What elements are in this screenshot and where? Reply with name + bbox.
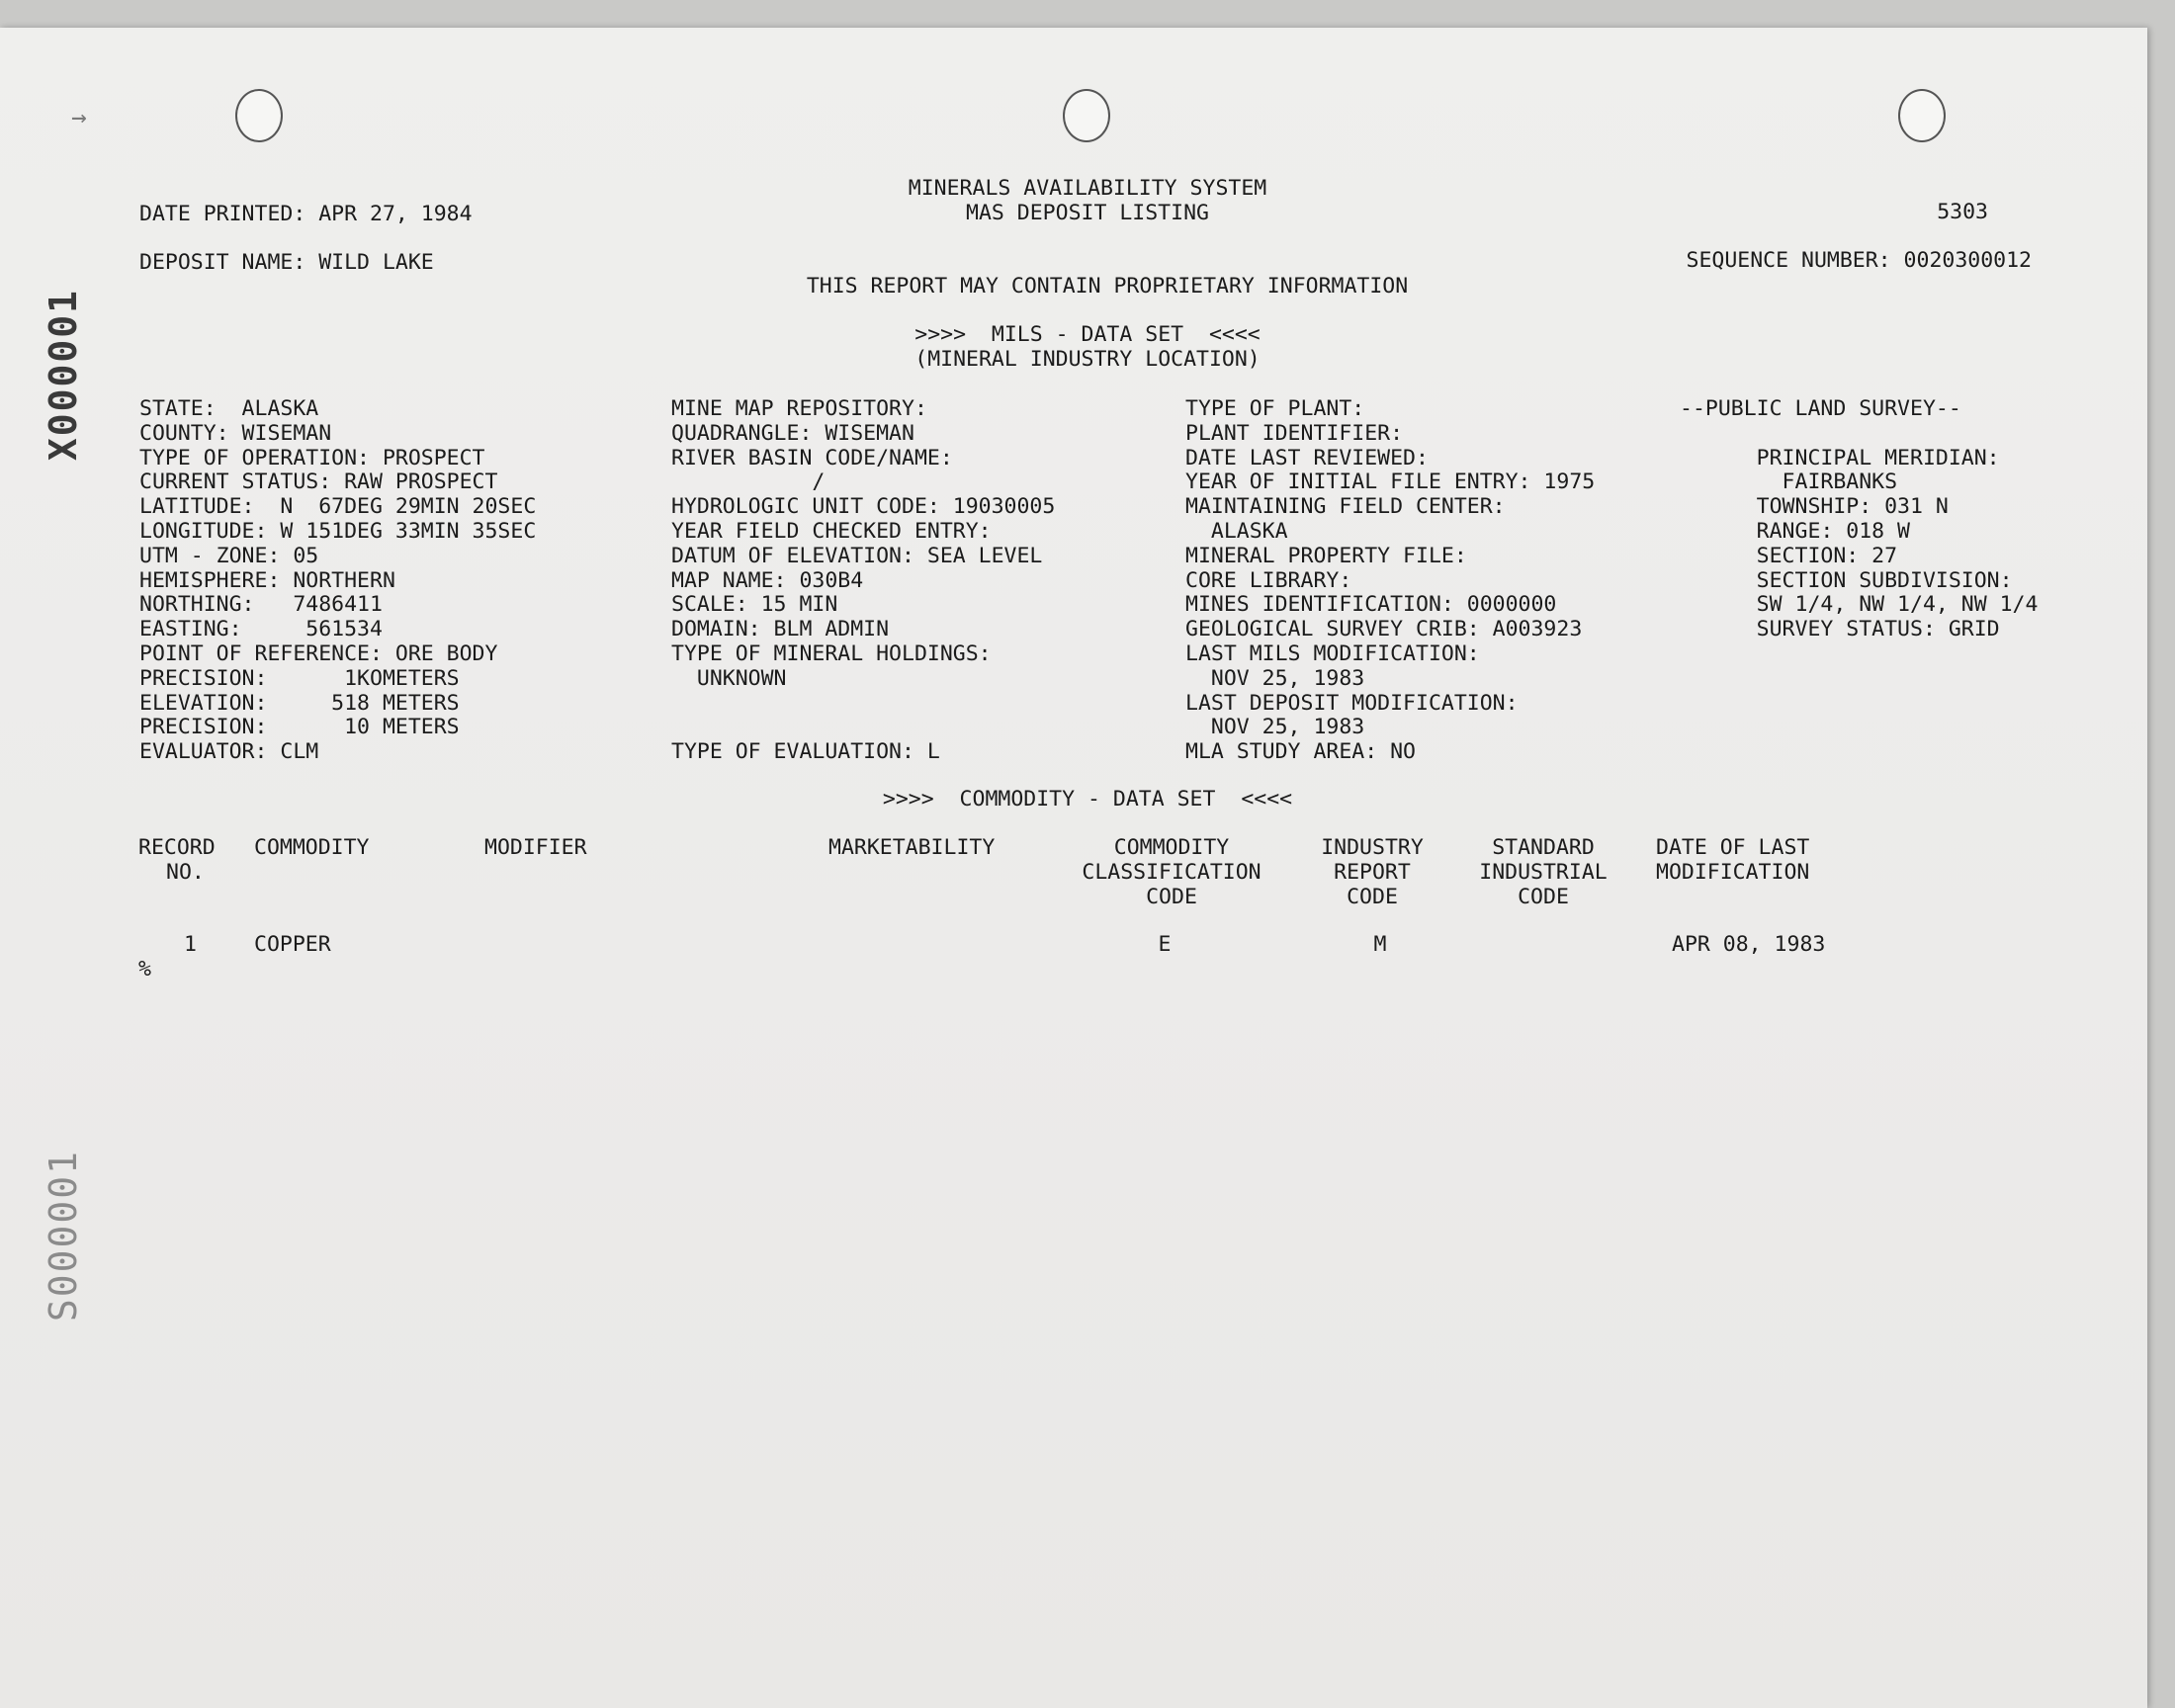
field-domain: DOMAIN: BLM ADMIN <box>671 617 890 642</box>
stamp-lower: S000001 <box>42 1150 85 1323</box>
field-date-last-reviewed: DATE LAST REVIEWED: <box>1185 445 1429 470</box>
cell-commodity: COPPER <box>254 932 331 957</box>
header-industry-3: CODE <box>1347 885 1398 909</box>
field-hydrologic-unit-code: HYDROLOGIC UNIT CODE: 19030005 <box>671 494 1056 520</box>
field-mla-study-area: MLA STUDY AREA: NO <box>1185 739 1416 765</box>
field-type-of-plant: TYPE OF PLANT: <box>1185 396 1365 421</box>
field-county: COUNTY: WISEMAN <box>139 420 332 446</box>
deposit-name: DEPOSIT NAME: WILD LAKE <box>139 250 434 275</box>
header-date-2: MODIFICATION <box>1656 860 1810 885</box>
field-year-initial-entry: YEAR OF INITIAL FILE ENTRY: 1975 <box>1185 470 1596 495</box>
field-section: SECTION: 27 <box>1680 543 1898 568</box>
commodity-title: >>>> COMMODITY - DATA SET <<<< <box>882 787 1293 811</box>
cell-industry: M <box>1373 932 1387 957</box>
field-datum-of-elevation: DATUM OF ELEVATION: SEA LEVEL <box>671 543 1043 568</box>
field-meridian-value: FAIRBANKS <box>1680 470 1898 495</box>
field-principal-meridian: PRINCIPAL MERIDIAN: <box>1680 445 2000 470</box>
field-last-mils-date: NOV 25, 1983 <box>1185 665 1365 691</box>
header-commodity: COMMODITY <box>254 835 370 860</box>
field-easting: EASTING: 561534 <box>139 617 383 642</box>
field-scale: SCALE: 15 MIN <box>671 592 838 618</box>
punch-hole-right <box>1898 89 1946 142</box>
field-survey-status: SURVEY STATUS: GRID <box>1680 617 2000 642</box>
field-range: RANGE: 018 W <box>1680 518 1910 544</box>
field-type-of-mineral-holdings: TYPE OF MINERAL HOLDINGS: <box>671 640 992 666</box>
header-record: RECORD <box>138 835 216 860</box>
field-field-center-value: ALASKA <box>1185 518 1288 544</box>
cell-date: APR 08, 1983 <box>1672 932 1826 957</box>
field-latitude: LATITUDE: N 67DEG 29MIN 20SEC <box>139 494 537 520</box>
field-last-deposit-date: NOV 25, 1983 <box>1185 715 1365 740</box>
corner-pen-mark: → <box>71 103 87 132</box>
field-state: STATE: ALASKA <box>139 396 319 421</box>
field-precision-elevation: PRECISION: 10 METERS <box>139 715 460 740</box>
field-core-library: CORE LIBRARY: <box>1185 567 1352 593</box>
field-utm-zone: UTM - ZONE: 05 <box>139 543 319 568</box>
location-column-3 <box>1185 397 1595 765</box>
field-last-mils-modification: LAST MILS MODIFICATION: <box>1185 640 1480 666</box>
cell-record: 1 <box>184 932 197 957</box>
mils-title: >>>> MILS - DATA SET <<<< <box>914 322 1261 347</box>
field-river-basin-value: / <box>671 470 826 495</box>
sequence-number: SEQUENCE NUMBER: 0020300012 <box>1686 248 2032 273</box>
public-land-survey <box>1680 397 2038 642</box>
field-subdivision-value: SW 1/4, NW 1/4, NW 1/4 <box>1680 592 2039 618</box>
field-precision-location: PRECISION: 1KOMETERS <box>139 665 460 691</box>
field-plant-identifier: PLANT IDENTIFIER: <box>1185 420 1404 446</box>
stamp-upper: X000001 <box>42 289 85 462</box>
field-type-of-operation: TYPE OF OPERATION: PROSPECT <box>139 445 485 470</box>
cell-classification: E <box>1158 932 1172 957</box>
location-column-1 <box>139 397 536 765</box>
public-land-survey-title: --PUBLIC LAND SURVEY-- <box>1680 396 1961 421</box>
punch-hole-left <box>235 89 283 142</box>
header-date-1: DATE OF LAST <box>1656 835 1810 860</box>
blank-row <box>671 716 1055 740</box>
header-classification-2: CLASSIFICATION <box>1082 860 1262 885</box>
header-modifier: MODIFIER <box>484 835 587 860</box>
header-marketability: MARKETABILITY <box>828 835 996 860</box>
field-river-basin: RIVER BASIN CODE/NAME: <box>671 445 953 470</box>
field-mines-identification: MINES IDENTIFICATION: 0000000 <box>1185 592 1557 618</box>
field-type-of-evaluation: TYPE OF EVALUATION: L <box>671 739 940 765</box>
listing-title: MAS DEPOSIT LISTING <box>966 201 1209 225</box>
header-record-no: NO. <box>166 860 205 885</box>
punch-hole-center <box>1063 89 1110 142</box>
field-current-status: CURRENT STATUS: RAW PROSPECT <box>139 470 498 495</box>
field-northing: NORTHING: 7486411 <box>139 592 383 618</box>
field-geological-survey-crib: GEOLOGICAL SURVEY CRIB: A003923 <box>1185 617 1583 642</box>
field-mine-map-repository: MINE MAP REPOSITORY: <box>671 396 927 421</box>
field-mineral-holdings-value: UNKNOWN <box>671 665 787 691</box>
page-number: 5303 <box>1937 200 1988 224</box>
header-sic-2: INDUSTRIAL <box>1479 860 1608 885</box>
field-evaluator: EVALUATOR: CLM <box>139 739 319 765</box>
header-classification-1: COMMODITY <box>1113 835 1230 860</box>
document-page <box>0 28 2147 1708</box>
header-industry-1: INDUSTRY <box>1321 835 1424 860</box>
header-sic-3: CODE <box>1518 885 1569 909</box>
field-year-field-checked: YEAR FIELD CHECKED ENTRY: <box>671 518 992 544</box>
field-maintaining-field-center: MAINTAINING FIELD CENTER: <box>1185 494 1506 520</box>
date-printed: DATE PRINTED: APR 27, 1984 <box>139 202 473 226</box>
field-section-subdivision: SECTION SUBDIVISION: <box>1680 567 2013 593</box>
mils-subtitle: (MINERAL INDUSTRY LOCATION) <box>914 347 1261 372</box>
blank-row <box>671 692 1055 717</box>
field-elevation: ELEVATION: 518 METERS <box>139 690 460 716</box>
field-hemisphere: HEMISPHERE: NORTHERN <box>139 567 395 593</box>
location-column-2 <box>671 397 1055 765</box>
proprietary-notice: THIS REPORT MAY CONTAIN PROPRIETARY INFORMATION <box>806 274 1409 299</box>
field-township: TOWNSHIP: 031 N <box>1680 494 1949 520</box>
header-classification-3: CODE <box>1146 885 1197 909</box>
end-of-record-mark: % <box>138 957 151 982</box>
system-title: MINERALS AVAILABILITY SYSTEM <box>908 176 1267 201</box>
field-quadrangle: QUADRANGLE: WISEMAN <box>671 420 914 446</box>
header-industry-2: REPORT <box>1334 860 1411 885</box>
blank-row <box>1680 422 2038 447</box>
field-longitude: LONGITUDE: W 151DEG 33MIN 35SEC <box>139 518 537 544</box>
header-sic-1: STANDARD <box>1492 835 1595 860</box>
field-last-deposit-modification: LAST DEPOSIT MODIFICATION: <box>1185 690 1519 716</box>
field-map-name: MAP NAME: 030B4 <box>671 567 864 593</box>
field-point-of-reference: POINT OF REFERENCE: ORE BODY <box>139 640 498 666</box>
field-mineral-property-file: MINERAL PROPERTY FILE: <box>1185 543 1467 568</box>
